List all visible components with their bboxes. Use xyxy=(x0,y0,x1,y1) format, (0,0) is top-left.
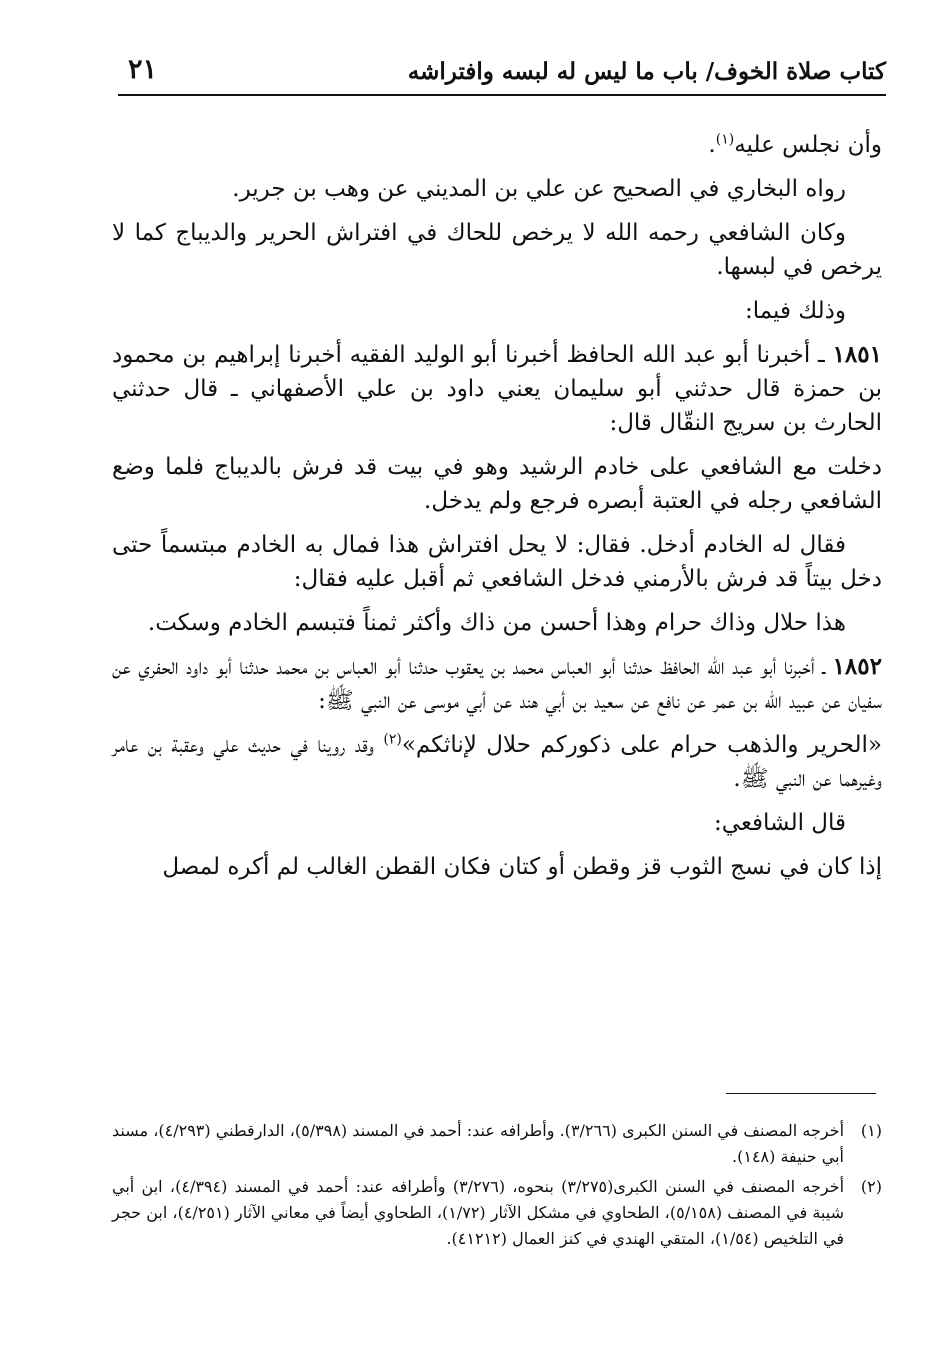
hadith-number-1852: ١٨٥٢ xyxy=(832,653,882,680)
paragraph-6: دخلت مع الشافعي على خادم الرشيد وهو في بيت قد فرش بالديباج فلما وضع الشافعي رجله في العتبة أبصره فرجع ولم يدخل. xyxy=(112,454,882,514)
main-text xyxy=(112,128,882,894)
header-title: كتاب صلاة الخوف/ باب ما ليس له لبسه وافتراشه xyxy=(407,58,886,85)
paragraph-10-end: وقد روينا في حديث علي وعقبة بن عامر وغيرهما عن النبي ﷺ. xyxy=(112,732,882,792)
running-header xyxy=(118,52,886,92)
paragraph-1-text: وأن نجلس عليه xyxy=(734,132,882,158)
hadith-number-1851: ١٨٥١ xyxy=(832,341,882,368)
footnote-2 xyxy=(112,1174,882,1252)
footnote-number: (٢) xyxy=(860,1177,882,1196)
hadith-1852-text: ـ أخبرنا أبو عبد الله الحافظ حدثنا أبو العباس محمد بن يعقوب حدثنا أبو العباس بن محمد حدثنا أبو داود الحفري عن سفيان عن عبيد الله بن عمر عن نافع عن سعيد بن أبي هند عن أبي موسى عن النبي ﷺ: xyxy=(112,654,882,714)
paragraph-2: رواه البخاري في الصحيح عن علي بن المديني عن وهب بن جرير. xyxy=(232,176,846,202)
paragraph-1-end: . xyxy=(708,132,716,158)
hadith-1852 xyxy=(112,650,882,718)
paragraph-10 xyxy=(112,728,882,796)
paragraph-4: وذلك فيما: xyxy=(744,298,846,324)
footnote-ref-1: (١) xyxy=(715,131,735,148)
footnote-divider xyxy=(726,1093,876,1094)
header-divider xyxy=(118,94,886,96)
footnote-text: أخرجه المصنف في السنن الكبرى (٣/٢٦٦). وأطرافه عند: أحمد في المسند (٥/٣٩٨)، الدارقطني (٤/٢٩٣)، مسند أبي حنيفة (١٤٨). xyxy=(112,1121,845,1166)
page-number: ٢١ xyxy=(128,54,158,85)
paragraph-1 xyxy=(112,128,882,162)
footnotes xyxy=(112,1118,882,1256)
paragraph-11: قال الشافعي: xyxy=(714,810,846,836)
footnote-ref-2: (٢) xyxy=(383,731,402,748)
hadith-1851 xyxy=(112,338,882,440)
paragraph-10-text: «الحرير والذهب حرام على ذكوركم حلال لإناثكم» xyxy=(401,732,882,758)
paragraph-8: هذا حلال وذاك حرام وهذا أحسن من ذاك وأكثر ثمناً فتبسم الخادم وسكت. xyxy=(147,610,846,636)
paragraph-12: إذا كان في نسج الثوب قز وقطن أو كتان فكان القطن الغالب لم أكره لمصل xyxy=(162,854,882,880)
paragraph-7: فقال له الخادم أدخل. فقال: لا يحل افتراش هذا فمال به الخادم مبتسماً حتى دخل بيتاً قد فرش بالأرمني فدخل الشافعي ثم أقبل عليه فقال: xyxy=(112,532,882,592)
footnote-1 xyxy=(112,1118,882,1170)
paragraph-3: وكان الشافعي رحمه الله لا يرخص للحاك في افتراش الحرير والديباج كما لا يرخص في لبسها. xyxy=(112,220,882,280)
footnote-text: أخرجه المصنف في السنن الكبرى(٣/٢٧٥) بنحوه، (٣/٢٧٦) وأطرافه عند: أحمد في المسند (٤/٣٩٤)، ابن أبي شيبة في المصنف (٥/١٥٨)، الطحاوي في مشكل الآثار (١/٧٢)، الطحاوي أيضاً في معاني الآثار (٤/٢٥١)، ابن حجر في التلخيص (١/٥٤)، المتقي الهندي في كنز العمال (٤١٢١٢). xyxy=(112,1177,845,1248)
hadith-1851-text: ـ أخبرنا أبو عبد الله الحافظ أخبرنا أبو الوليد الفقيه أخبرنا إبراهيم بن محمود بن حمزة قال حدثني أبو سليمان يعني داود بن علي الأصفهاني ـ قال حدثني الحارث بن سريج النقّال قال: xyxy=(112,342,882,436)
footnote-number: (١) xyxy=(860,1121,882,1140)
